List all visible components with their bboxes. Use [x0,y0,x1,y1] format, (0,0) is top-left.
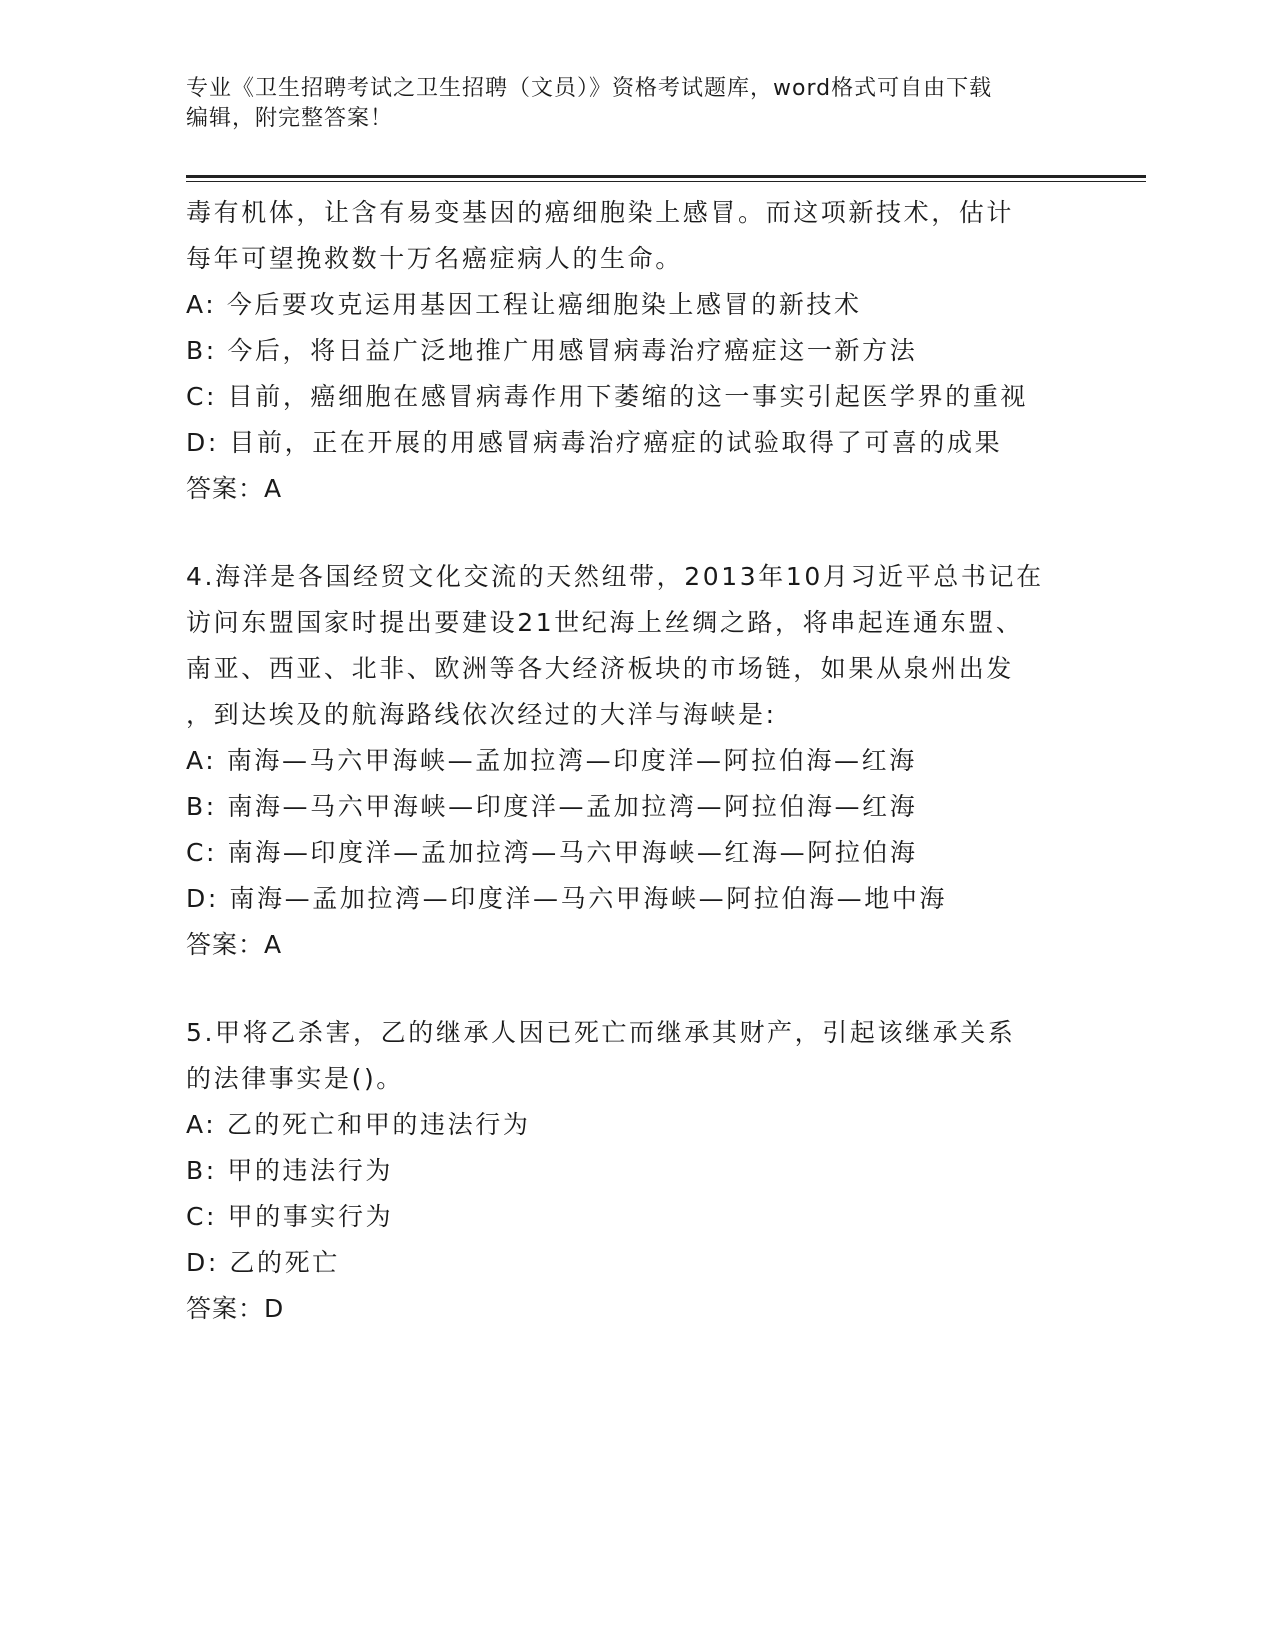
question-stem-line: ，到达埃及的航海路线依次经过的大洋与海峡是: [186,700,777,729]
question-content [186,190,1086,1332]
option-a: A: 南海—马六甲海峡—孟加拉湾—印度洋—阿拉伯海—红海 [186,746,917,775]
question-spacer [186,512,1086,554]
option-d: D: 目前，正在开展的用感冒病毒治疗癌症的试验取得了可喜的成果 [186,428,1003,457]
question-stem-line: 南亚、西亚、北非、欧洲等各大经济板块的市场链，如果从泉州出发 [186,654,1015,683]
option-a: A: 乙的死亡和甲的违法行为 [186,1110,531,1139]
answer-label: 答案：A [186,930,283,959]
answer-label: 答案：A [186,474,283,503]
option-c: C: 目前，癌细胞在感冒病毒作用下萎缩的这一事实引起医学界的重视 [186,382,1029,411]
question-stem-line: 每年可望挽救数十万名癌症病人的生命。 [186,244,683,273]
header-line-2: 编辑，附完整答案！ [186,106,394,131]
option-b: B: 今后，将日益广泛地推广用感冒病毒治疗癌症这一新方法 [186,336,918,365]
question-stem-line: 的法律事实是()。 [186,1064,404,1093]
question-3 [186,190,1086,512]
document-header [186,74,1066,134]
question-stem-line: 5.甲将乙杀害，乙的继承人因已死亡而继承其财产，引起该继承关系 [186,1018,1016,1047]
question-stem-line: 访问东盟国家时提出要建设21世纪海上丝绸之路，将串起连通东盟、 [186,608,1024,637]
question-5 [186,1010,1086,1332]
option-d: D: 南海—孟加拉湾—印度洋—马六甲海峡—阿拉伯海—地中海 [186,884,948,913]
question-stem-line: 4.海洋是各国经贸文化交流的天然纽带，2013年10月习近平总书记在 [186,562,1044,591]
option-d: D: 乙的死亡 [186,1248,340,1277]
option-c: C: 甲的事实行为 [186,1202,394,1231]
option-b: B: 甲的违法行为 [186,1156,393,1185]
header-divider-thick [186,175,1146,178]
header-line-1: 专业《卫生招聘考试之卫生招聘（文员）》资格考试题库，word格式可自由下载 [186,76,993,101]
option-b: B: 南海—马六甲海峡—印度洋—孟加拉湾—阿拉伯海—红海 [186,792,918,821]
question-spacer [186,968,1086,1010]
option-c: C: 南海—印度洋—孟加拉湾—马六甲海峡—红海—阿拉伯海 [186,838,918,867]
answer-label: 答案：D [186,1294,285,1323]
option-a: A: 今后要攻克运用基因工程让癌细胞染上感冒的新技术 [186,290,862,319]
question-4 [186,554,1086,968]
question-stem-line: 毒有机体，让含有易变基因的癌细胞染上感冒。而这项新技术，估计 [186,198,1015,227]
header-divider-thin [186,181,1146,182]
